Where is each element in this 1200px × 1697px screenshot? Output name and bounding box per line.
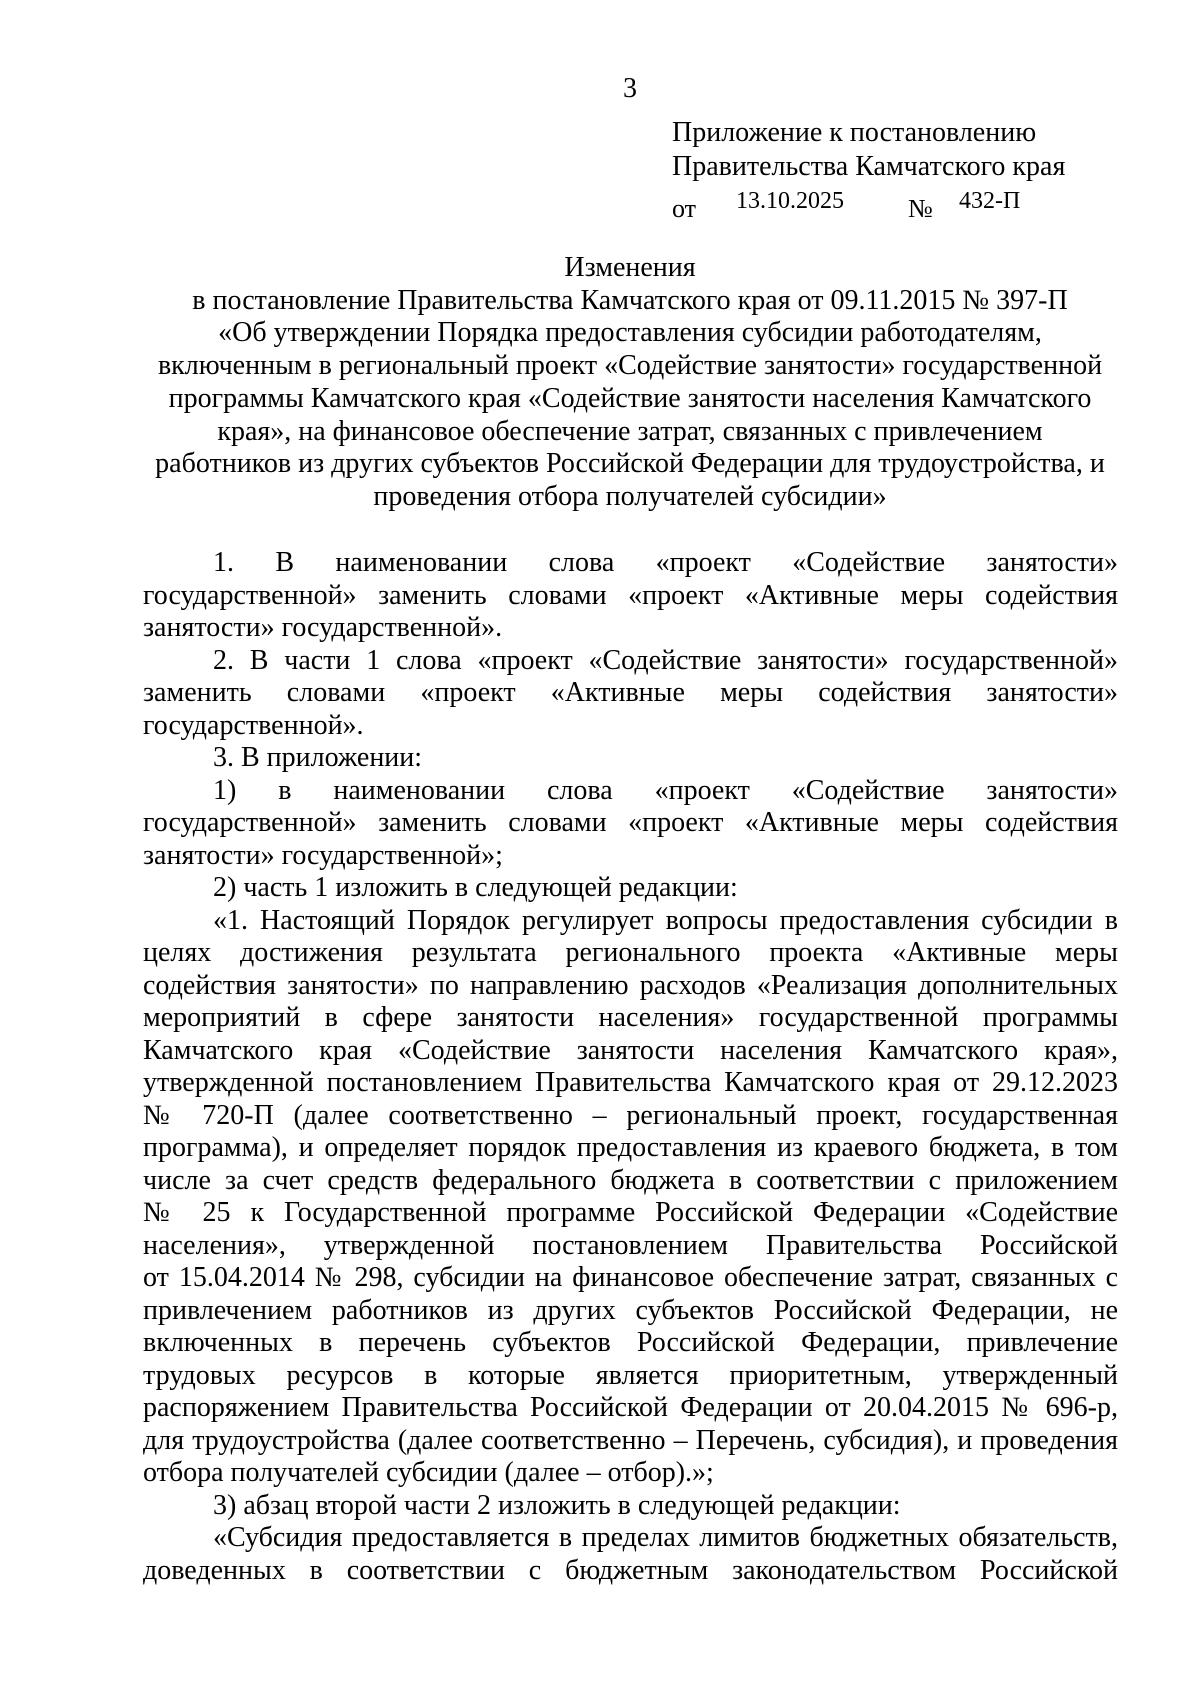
body-line: отбора получателей субсидии (далее – отбор).»; (143, 1457, 714, 1488)
document-body (143, 547, 1118, 1587)
body-line: мероприятий в сфере занятости населения» государственной программы (143, 1002, 1118, 1033)
body-line: 2) часть 1 изложить в следующей редакции: (213, 872, 738, 903)
body-line: распоряжением Правительства Российской Федерации от 20.04.2015 № 696-р, (143, 1392, 1118, 1423)
body-line: государственной». (143, 709, 364, 741)
body-line: Камчатского края «Содействие занятости населения Камчатского края», (143, 1034, 1118, 1066)
body-line: государственной» заменить словами «проект «Активные меры содействия (143, 579, 1118, 611)
appendix-line-1: Приложение к постановлению (672, 117, 1037, 148)
body-line: 1) в наименовании слова «проект «Содействие занятости» (213, 774, 1118, 806)
title-line: края», на финансовое обеспечение затрат, связанных с привлечением (217, 415, 1043, 447)
body-line: 2. В части 1 слова «проект «Содействие занятости» государственной» (213, 644, 1118, 676)
body-line: «Субсидия предоставляется в пределах лимитов бюджетных обязательств, (213, 1522, 1118, 1553)
body-line: трудовых ресурсов в которые является приоритетным, утвержденный (143, 1359, 1118, 1391)
resolution-date: 13.10.2025 (736, 188, 844, 214)
body-line: 3) абзац второй части 2 изложить в следующей редакции: (213, 1489, 901, 1521)
body-line: включенных в перечень субъектов Российской Федерации, привлечение (143, 1327, 1118, 1358)
title-line: «Об утверждении Порядка предоставления субсидии работодателям, (218, 317, 1042, 349)
number-label: № (908, 194, 933, 223)
resolution-number: 432-П (959, 188, 1021, 214)
body-line: занятости» государственной»; (143, 839, 503, 871)
title-line: программы Камчатского края «Содействие занятости населения Камчатского (168, 382, 1092, 414)
body-line: доведенных в соответствии с бюджетным законодательством Российской (143, 1554, 1118, 1586)
body-line: для трудоустройства (далее соответственно – Перечень, субсидия), и проведения (143, 1424, 1118, 1456)
body-line: № 720-П (далее соответственно – региональный проект, государственная (143, 1099, 1118, 1131)
body-line: программа), и определяет порядок предоставления из краевого бюджета, в том (143, 1132, 1118, 1163)
body-line: государственной» заменить словами «проект «Активные меры содействия (143, 807, 1118, 838)
body-line: привлечением работников из других субъектов Российской Федерации, не (143, 1294, 1118, 1326)
document-title (140, 252, 1120, 514)
body-line: целях достижения результата регионального проекта «Активные меры (143, 937, 1118, 968)
body-line: 1. В наименовании слова «проект «Содействие занятости» (213, 547, 1118, 578)
body-line: № 25 к Государственной программе Российской Федерации «Содействие (143, 1197, 1118, 1228)
body-line: 3. В приложении: (213, 742, 423, 773)
appendix-line-2: Правительства Камчатского края (672, 151, 1066, 182)
appendix-date-row (672, 184, 1112, 224)
body-line: «1. Настоящий Порядок регулирует вопросы предоставления субсидии в (213, 904, 1118, 936)
title-line: проведения отбора получателей субсидии» (373, 480, 887, 512)
body-line: числе за счет средств федерального бюджета в соответствии с приложением (143, 1164, 1118, 1196)
body-line: населения», утвержденной постановлением Правительства Российской (143, 1229, 1118, 1261)
body-line: содействия занятости» по направлению расходов «Реализация дополнительных (143, 969, 1118, 1001)
page-number: 3 (623, 73, 637, 104)
body-line: от 15.04.2014 № 298, субсидии на финансовое обеспечение затрат, связанных с (143, 1262, 1118, 1293)
from-label: от (672, 194, 697, 223)
title-line: включенным в региональный проект «Содействие занятости» государственной (157, 350, 1103, 382)
body-line: занятости» государственной». (143, 612, 503, 643)
title-line: Изменения (564, 252, 696, 283)
body-line: утвержденной постановлением Правительства Камчатского края от 29.12.2023 (143, 1067, 1118, 1098)
appendix-header (672, 116, 1112, 224)
body-line: заменить словами «проект «Активные меры содействия занятости» (143, 677, 1118, 708)
title-line: работников из других субъектов Российской Федерации для трудоустройства, и (155, 448, 1105, 480)
title-line: в постановление Правительства Камчатского края от 09.11.2015 № 397-П (192, 284, 1068, 316)
